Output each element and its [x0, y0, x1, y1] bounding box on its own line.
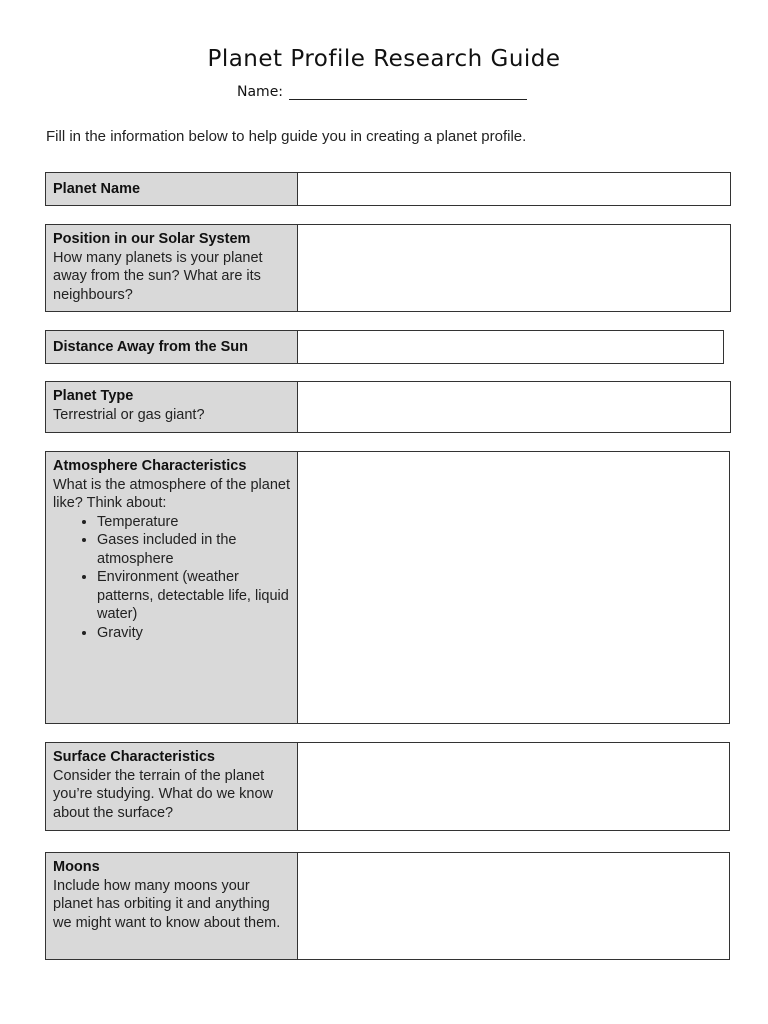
list-item: • Gases included in the atmosphere: [97, 531, 291, 568]
distance-row: [45, 330, 724, 364]
moons-answer-box[interactable]: [298, 853, 729, 959]
intro-text: Fill in the information below to help guide you in creating a planet profile.: [46, 128, 527, 145]
row-description: What is the atmosphere of the planet like? Think about:: [53, 476, 290, 511]
list-item: • Gravity: [97, 624, 291, 643]
row-heading: Position in our Solar System: [53, 231, 251, 247]
planet-name-answer-box[interactable]: [298, 173, 730, 205]
list-item: • Environment (weather patterns, detectable life, liquid water): [97, 568, 291, 624]
row-label: [46, 853, 298, 959]
row-heading: Distance Away from the Sun: [53, 339, 248, 356]
list-item: • Temperature: [97, 513, 291, 532]
atmosphere-bullet-list: [53, 513, 291, 643]
row-label: [46, 452, 298, 723]
moons-row: [45, 852, 730, 960]
name-underline[interactable]: [289, 86, 527, 100]
name-field[interactable]: [237, 84, 527, 100]
row-label: [46, 382, 298, 432]
distance-answer-box[interactable]: [298, 331, 723, 363]
row-heading: Surface Characteristics: [53, 749, 215, 765]
row-description: Terrestrial or gas giant?: [53, 406, 205, 423]
row-heading: Planet Name: [53, 181, 141, 198]
row-label: [46, 173, 298, 205]
row-label: [46, 743, 298, 830]
position-answer-box[interactable]: [298, 225, 730, 311]
surface-answer-box[interactable]: [298, 743, 729, 830]
name-label: Name:: [237, 84, 284, 100]
atmosphere-row: [45, 451, 730, 724]
row-label: [46, 331, 298, 363]
row-heading: Moons: [53, 859, 100, 875]
position-row: [45, 224, 731, 312]
page-title: Planet Profile Research Guide: [207, 46, 561, 72]
row-heading: Planet Type: [53, 388, 134, 404]
planet-name-row: [45, 172, 731, 206]
atmosphere-answer-box[interactable]: [298, 452, 729, 723]
surface-row: [45, 742, 730, 831]
row-description: Include how many moons your planet has orbiting it and anything we might want to know about them.: [53, 877, 281, 931]
row-heading: Atmosphere Characteristics: [53, 458, 247, 474]
row-description: How many planets is your planet away from the sun? What are its neighbours?: [53, 249, 263, 303]
planet-type-answer-box[interactable]: [298, 382, 730, 432]
planet-type-row: [45, 381, 731, 433]
row-label: [46, 225, 298, 311]
row-description: Consider the terrain of the planet you’re studying. What do we know about the surface?: [53, 767, 274, 821]
